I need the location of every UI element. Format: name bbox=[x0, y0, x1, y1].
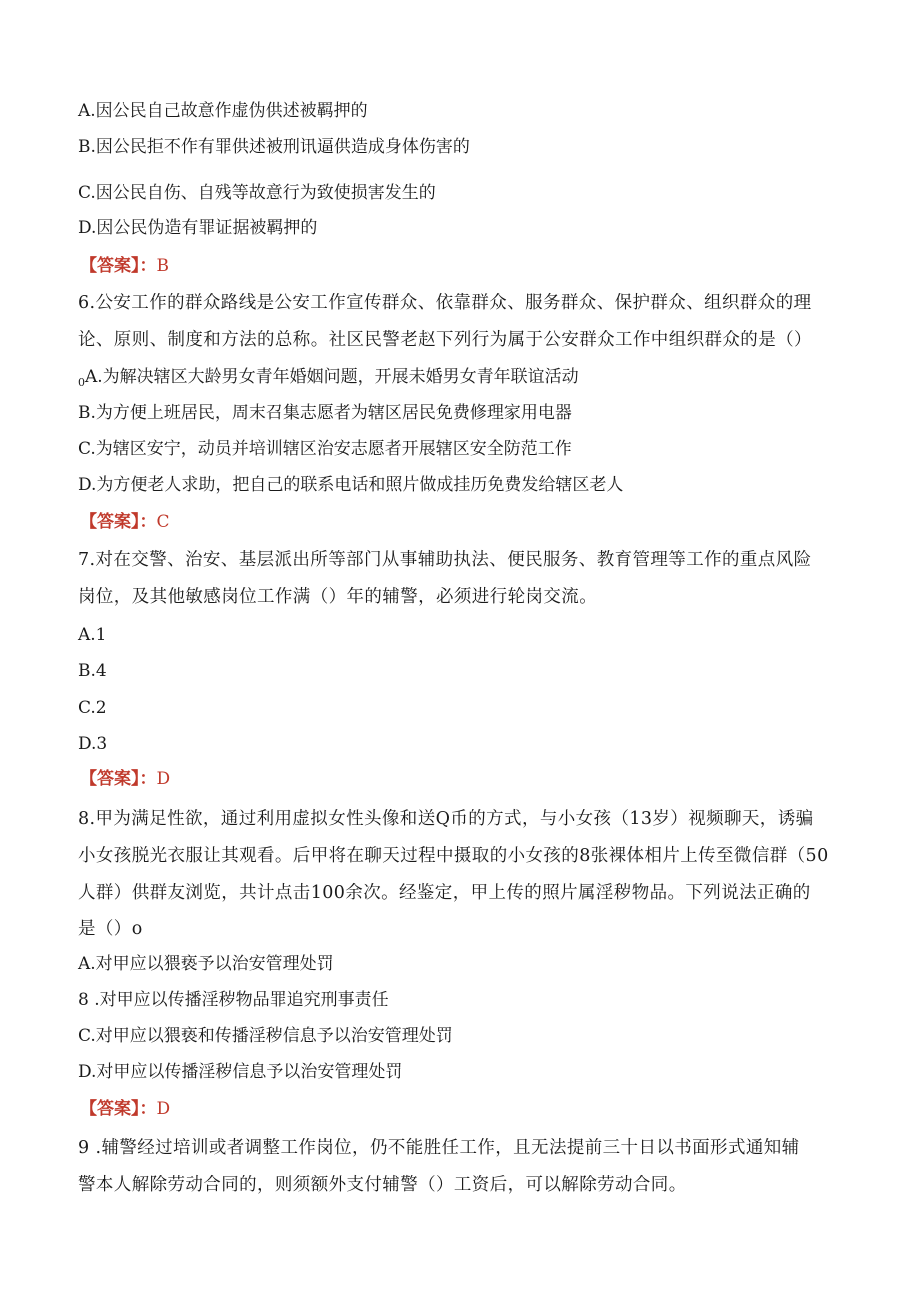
stray-mark: 0 bbox=[78, 376, 85, 389]
answer-value: C bbox=[156, 512, 170, 532]
q7-option-a: A.1 bbox=[78, 625, 107, 645]
answer-open-bracket: 【 bbox=[80, 1099, 97, 1119]
q8-option-a: A.对甲应以猥亵予以治安管理处罚 bbox=[78, 954, 334, 974]
q6-option-a bbox=[78, 366, 579, 394]
q5-option-c: C.因公民自伤、自残等故意行为致使损害发生的 bbox=[78, 183, 436, 203]
answer-close-bracket: 】： bbox=[131, 769, 157, 789]
q7-stem-line-2: 岗位，及其他敏感岗位工作满（）年的辅警，必须进行轮岗交流。 bbox=[78, 587, 598, 607]
q8-stem-line-3: 人群）供群友浏览，共计点击100余次。经鉴定，甲上传的照片属淫秽物品。下列说法正确的 bbox=[78, 883, 811, 903]
answer-label: 答案 bbox=[97, 1099, 131, 1119]
answer-value: D bbox=[156, 769, 171, 789]
q6-option-d: D.为方便老人求助，把自己的联系电话和照片做成挂历免费发给辖区老人 bbox=[78, 475, 624, 495]
q5-answer bbox=[80, 255, 169, 277]
q8-stem-line-4: 是（）o bbox=[78, 919, 143, 939]
answer-close-bracket: 】： bbox=[131, 256, 157, 276]
q8-option-c: C.对甲应以猥亵和传播淫秽信息予以治安管理处罚 bbox=[78, 1026, 453, 1046]
answer-value: D bbox=[156, 1099, 171, 1119]
answer-label: 答案 bbox=[97, 512, 131, 532]
q8-option-b: 8 .对甲应以传播淫秽物品罪追究刑事责任 bbox=[78, 990, 389, 1010]
q5-option-b: B.因公民拒不作有罪供述被刑讯逼供造成身体伤害的 bbox=[78, 137, 470, 157]
q8-stem-line-2: 小女孩脱光衣服让其观看。后甲将在聊天过程中摄取的小女孩的8张裸体相片上传至微信群（50 bbox=[78, 846, 829, 866]
q6-option-a-text: A.为解决辖区大龄男女青年婚姻问题，开展未婚男女青年联谊活动 bbox=[85, 367, 579, 387]
answer-open-bracket: 【 bbox=[80, 769, 97, 789]
q8-option-d: D.对甲应以传播淫秽信息予以治安管理处罚 bbox=[78, 1062, 403, 1082]
q7-option-d: D.3 bbox=[78, 734, 108, 754]
answer-close-bracket: 】： bbox=[131, 512, 157, 532]
answer-open-bracket: 【 bbox=[80, 512, 97, 532]
q7-answer bbox=[80, 768, 170, 790]
answer-open-bracket: 【 bbox=[80, 256, 97, 276]
q6-stem-line-1: 6.公安工作的群众路线是公安工作宣传群众、依靠群众、服务群众、保护群众、组织群众的理 bbox=[78, 293, 812, 313]
answer-value: B bbox=[156, 256, 169, 276]
q6-option-b: B.为方便上班居民，周末召集志愿者为辖区居民免费修理家用电器 bbox=[78, 403, 572, 423]
q7-option-c: C.2 bbox=[78, 698, 107, 718]
q9-stem-line-2: 警本人解除劳动合同的，则须额外支付辅警（）工资后，可以解除劳动合同。 bbox=[78, 1175, 687, 1195]
q9-stem-line-1: 9 .辅警经过培训或者调整工作岗位，仍不能胜任工作，且无法提前三十日以书面形式通知辅 bbox=[78, 1138, 800, 1158]
answer-close-bracket: 】： bbox=[131, 1099, 157, 1119]
q8-stem-line-1: 8.甲为满足性欲，通过利用虚拟女性头像和送Q币的方式，与小女孩（13岁）视频聊天，诱骗 bbox=[78, 809, 814, 829]
q6-answer bbox=[80, 511, 170, 533]
q6-option-c: C.为辖区安宁，动员并培训辖区治安志愿者开展辖区安全防范工作 bbox=[78, 439, 572, 459]
q5-option-d: D.因公民伪造有罪证据被羁押的 bbox=[78, 218, 318, 238]
q5-option-a: A.因公民自己故意作虚伪供述被羁押的 bbox=[78, 101, 368, 121]
answer-label: 答案 bbox=[97, 256, 131, 276]
q6-stem-line-2: 论、原则、制度和方法的总称。社区民警老赵下列行为属于公安群众工作中组织群众的是（） bbox=[78, 330, 812, 350]
q7-option-b: B.4 bbox=[78, 661, 107, 681]
q7-stem-line-1: 7.对在交警、治安、基层派出所等部门从事辅助执法、便民服务、教育管理等工作的重点风险 bbox=[78, 550, 812, 570]
q8-answer bbox=[80, 1098, 170, 1120]
answer-label: 答案 bbox=[97, 769, 131, 789]
